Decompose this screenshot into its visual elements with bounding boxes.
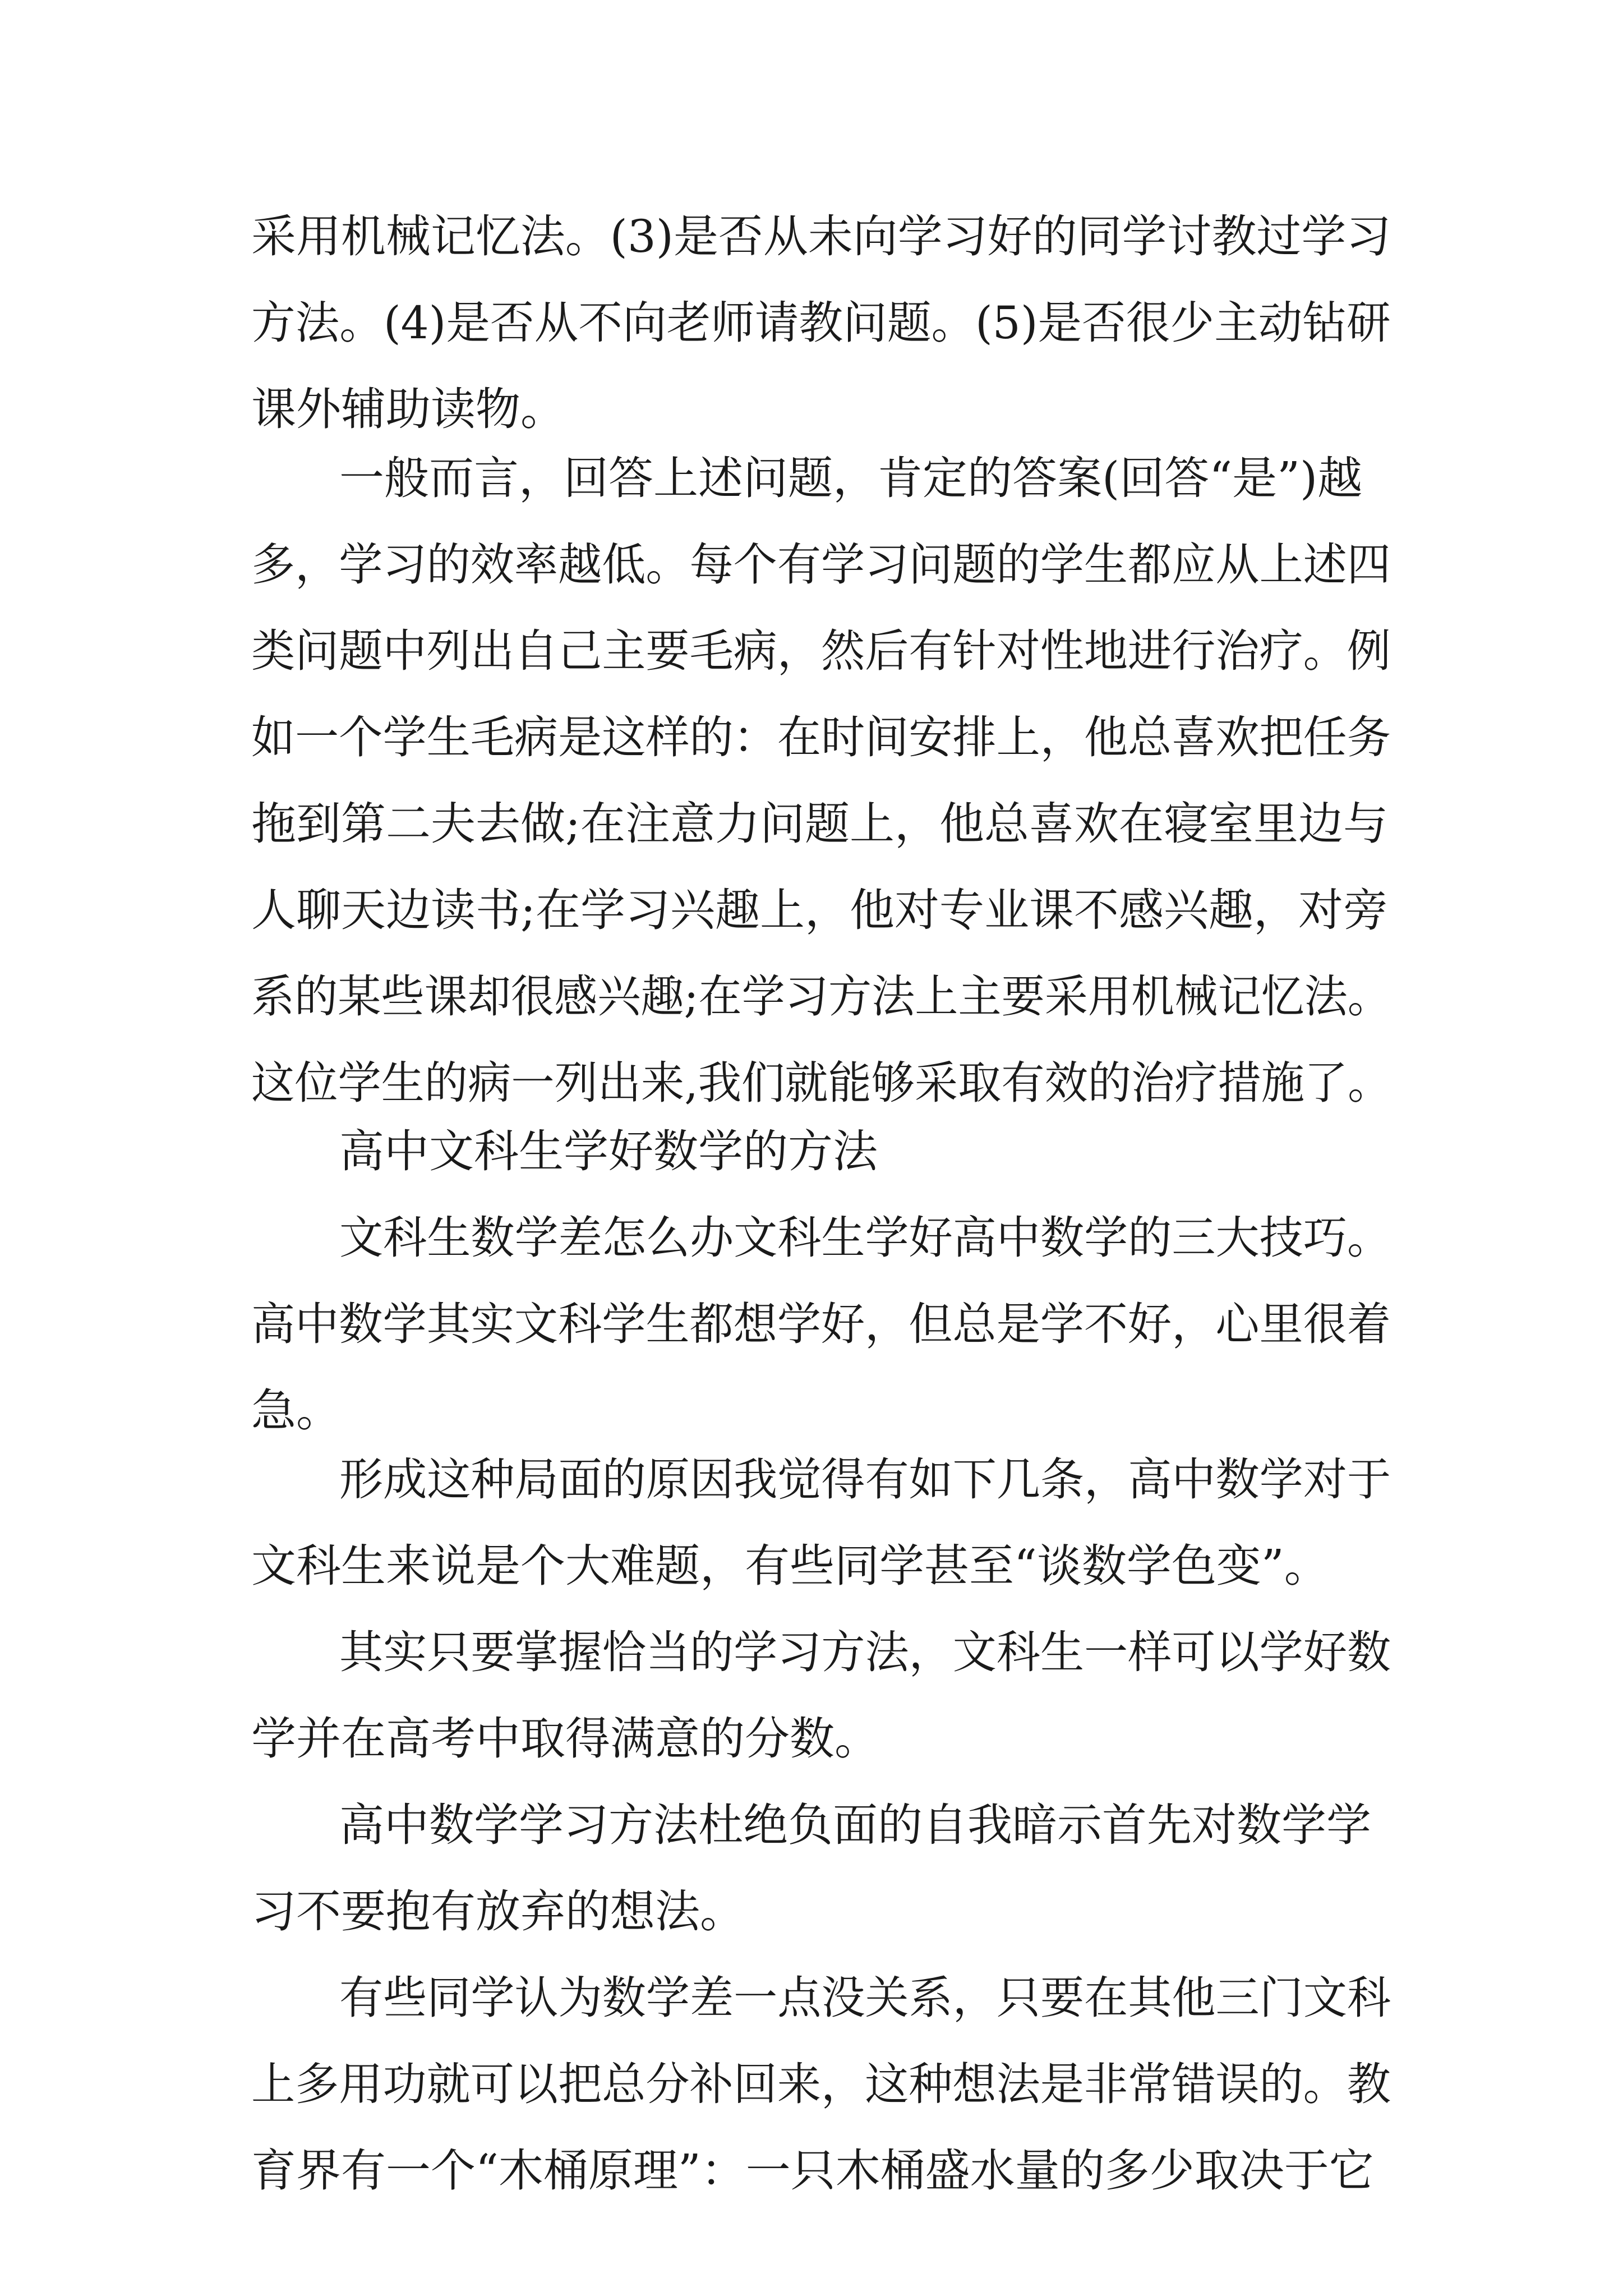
text-line: 系的某些课却很感兴趣;在学习方法上主要采用机械记忆法。	[251, 970, 1391, 1023]
text-line: 有些同学认为数学差一点没关系，只要在其他三门文科	[339, 1972, 1391, 2024]
text-line: 人聊天边读书;在学习兴趣上，他对专业课不感兴趣，对旁	[251, 884, 1388, 936]
text-line: 一般而言，回答上述问题，肯定的答案(回答“是”)越	[339, 452, 1363, 504]
text-line: 上多用功就可以把总分补回来，这种想法是非常错误的。教	[251, 2058, 1391, 2110]
text-line: 形成这种局面的原因我觉得有如下几条，高中数学对于	[339, 1453, 1391, 1506]
text-line: 文科生来说是个大难题，有些同学甚至“谈数学色变”。	[251, 1540, 1329, 1592]
text-line: 方法。(4)是否从不向老师请教问题。(5)是否很少主动钻研	[251, 297, 1391, 349]
text-line: 文科生数学差怎么办文科生学好高中数学的三大技巧。	[339, 1212, 1391, 1264]
text-line: 类问题中列出自己主要毛病，然后有针对性地进行治疗。例	[251, 625, 1391, 677]
text-line: 如一个学生毛病是这样的：在时间安排上，他总喜欢把任务	[251, 711, 1391, 763]
text-line: 其实只要掌握恰当的学习方法，文科生一样可以学好数	[339, 1626, 1391, 1678]
text-line: 采用机械记忆法。(3)是否从未向学习好的同学讨教过学习	[251, 210, 1391, 263]
text-line: 课外辅助读物。	[251, 383, 565, 435]
text-line: 习不要抱有放弃的想法。	[251, 1885, 745, 1938]
text-line: 学并在高考中取得满意的分数。	[251, 1713, 879, 1765]
text-line: 急。	[251, 1384, 341, 1437]
text-line: 多，学习的效率越低。每个有学习问题的学生都应从上述四	[251, 539, 1391, 591]
text-line: 育界有一个“木桶原理”：一只木桶盛水量的多少取决于它	[251, 2145, 1374, 2197]
text-line: 高中数学其实文科学生都想学好，但总是学不好，心里很着	[251, 1298, 1391, 1350]
text-line: 高中数学学习方法杜绝负面的自我暗示首先对数学学	[339, 1799, 1371, 1851]
text-line: 这位学生的病一列出来,我们就能够采取有效的治疗措施了。	[251, 1057, 1391, 1109]
text-line: 拖到第二夫去做;在注意力问题上，他总喜欢在寝室里边与	[251, 798, 1388, 850]
section-heading: 高中文科生学好数学的方法	[339, 1125, 878, 1177]
